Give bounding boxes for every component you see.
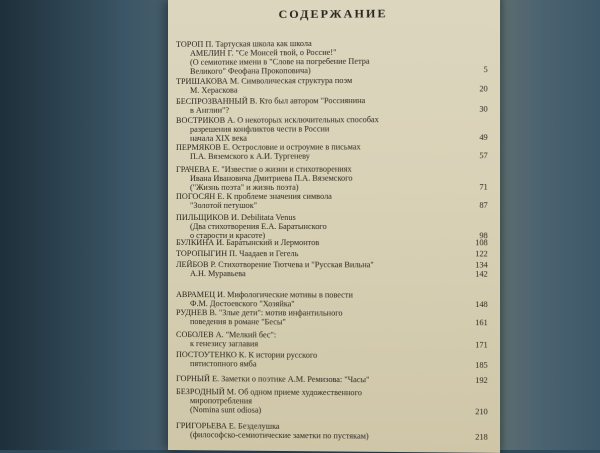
entry-page-number: 71 <box>479 182 488 192</box>
contents-entry <box>176 192 488 210</box>
entry-subline: (О семиотике имени в "Слове на погребение Петра <box>190 56 370 67</box>
contents-entry <box>176 142 488 161</box>
entry-subline: о старости и красоте) <box>190 231 266 241</box>
entry-subline: пятистопного ямба <box>190 359 257 369</box>
background-right <box>490 0 600 450</box>
entry-subline: Ф.М. Достоевского "Хозяйка" <box>190 299 295 309</box>
entry-page-number: 98 <box>479 231 488 241</box>
entry-page-number: 87 <box>479 200 488 210</box>
entry-subline: (Два стихотворения Е.А. Баратынского <box>190 221 327 232</box>
entry-heading: ГОРНЫЙ Е. Заметки о поэтике А.М. Ремизова: "Часы" <box>175 374 370 385</box>
entry-heading: ПОСТОУТЕНКО К. К истории русского <box>175 350 318 360</box>
entry-subline: начала XIX века <box>190 133 248 143</box>
entry-page-number: 134 <box>475 260 488 270</box>
entry-page-number: 148 <box>475 299 488 310</box>
contents-entry <box>176 330 488 349</box>
book-page <box>168 0 500 453</box>
entry-heading: ПИЛЬЩИКОВ И. Debilitata Venus <box>175 212 296 222</box>
entry-heading: ТОРОПЫГИН П. Чаадаев и Гегель <box>175 249 299 259</box>
entry-subline: АМЕЛИН Г. "Се Моисей твой, о Россие!" <box>190 47 337 58</box>
contents-entry <box>176 308 488 327</box>
contents-entry <box>176 115 488 143</box>
entry-heading: БЕСПРОЗВАННЫЙ В. Кто был автором "Россиянина <box>175 96 366 106</box>
entry-heading: ТОРОП П. Тартуская школа как школа <box>175 38 312 49</box>
entry-subline: А.Н. Муравьева <box>190 269 246 279</box>
entry-subline: Ивана Ивановича Дмитриева П.А. Вяземского <box>190 173 353 183</box>
entry-page-number: 171 <box>475 340 488 350</box>
entry-subline: ("Жизнь поэта" и жизнь поэта) <box>190 182 299 192</box>
contents-entry <box>176 260 488 279</box>
entry-page-number: 20 <box>479 84 488 94</box>
entry-subline: П.А. Вяземского к А.И. Тургеневу <box>190 151 310 161</box>
entry-subline: Великого" Феофана Прокоповича) <box>190 66 311 76</box>
entry-page-number: 49 <box>479 132 488 143</box>
entry-subline: М. Хераскова <box>190 85 238 95</box>
entry-page-number: 210 <box>475 407 488 417</box>
entry-page-number: 218 <box>475 432 488 442</box>
contents-entry <box>176 164 488 192</box>
entry-page-number: 108 <box>475 238 488 248</box>
entry-heading: ПОГОСЯН Е. К проблеме значения символа <box>175 191 332 201</box>
contents-entry <box>176 290 488 309</box>
entry-page-number: 192 <box>475 375 488 385</box>
contents-entry <box>176 38 488 76</box>
entry-heading: ГРАЧЕВА Е. "Известие о жизни и стихотворениях <box>175 164 352 174</box>
entry-page-number: 161 <box>475 318 488 328</box>
contents-entry <box>176 95 488 115</box>
contents-entry <box>176 350 488 370</box>
entry-page-number: 5 <box>483 65 488 75</box>
entry-subline: (философско-семиотические заметки по пустякам) <box>190 430 369 441</box>
entry-heading: БЕЗРОДНЫЙ М. Об одном приеме художественного <box>175 387 362 398</box>
entry-heading: ПЕРМЯКОВ Е. Острословие и остроумие в письмах <box>175 142 361 152</box>
entry-page-number: 142 <box>475 269 488 279</box>
entry-subline: к генезису заглавия <box>190 339 259 349</box>
entry-heading: РУДНЕВ В. "Злые дети": мотив инфантильного <box>175 308 343 318</box>
entry-subline: в Англии"? <box>190 105 230 115</box>
entry-page-number: 185 <box>475 360 488 370</box>
entry-heading: БУЛКИНА И. Баратынский и Лермонтов <box>175 238 320 248</box>
contents-entry <box>176 249 488 258</box>
page-title: СОДЕРЖАНИЕ <box>278 6 388 22</box>
entry-heading: АВРАМЕЦ И. Мифологические мотивы в повести <box>175 290 353 300</box>
contents-entry <box>176 238 488 247</box>
entry-subline: поведения в романе "Бесы" <box>190 317 286 327</box>
entry-heading: ЛЕЙБОВ Р. Стихотворение Тютчева и "Русская Вильна" <box>175 260 374 270</box>
entry-subline: миропотребления <box>190 396 252 406</box>
entry-subline: (Nomina sunt odiosa) <box>190 405 262 415</box>
contents-entry <box>176 374 488 385</box>
entry-heading: СОБОЛЕВ А. "Мелкий бес": <box>175 330 277 340</box>
entry-page-number: 122 <box>475 249 488 259</box>
entry-subline: "Золотой петушок" <box>190 200 258 210</box>
entry-heading: ТРИШАКОВА М. Символическая структура поэм <box>175 75 353 86</box>
contents-entry <box>176 213 488 240</box>
background-left <box>0 0 180 450</box>
entry-page-number: 30 <box>479 104 488 114</box>
entry-subline: разрешения конфликтов чести в России <box>190 124 330 134</box>
entry-heading: ВОСТРИКОВ А. О некоторых исключительных способах <box>175 115 379 125</box>
entry-heading: ГРИГОРЬЕВА Е. Безделушка <box>175 421 280 431</box>
contents-entry <box>176 75 488 95</box>
contents-entry <box>176 421 488 442</box>
contents-entry <box>176 387 488 416</box>
entry-page-number: 57 <box>479 151 488 161</box>
